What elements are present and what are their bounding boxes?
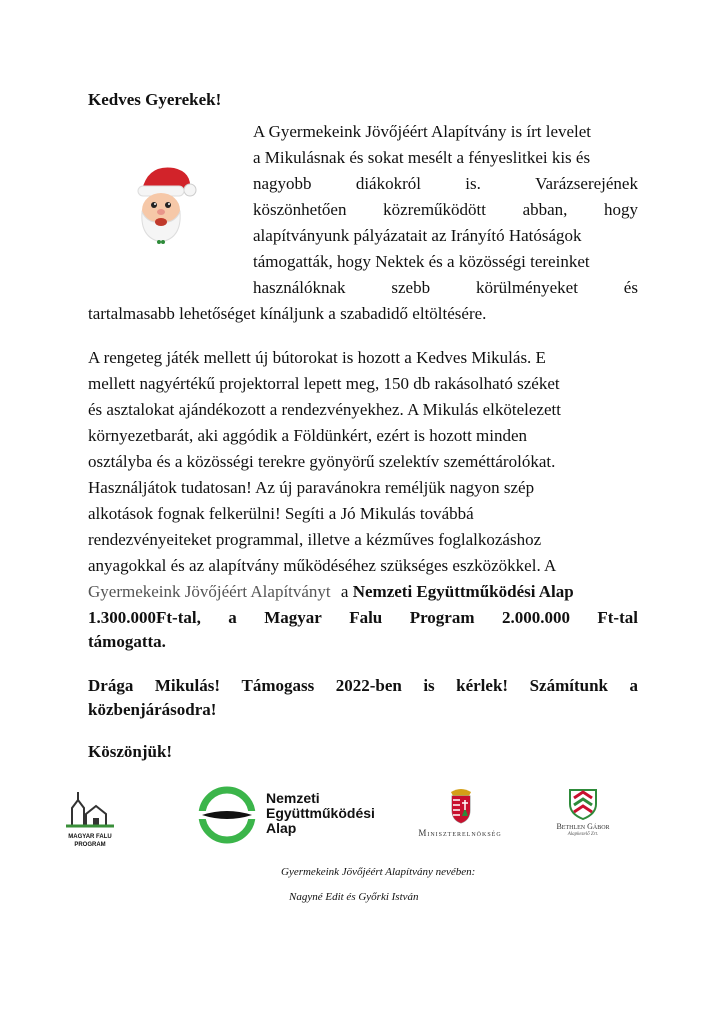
nea-text <box>266 791 375 836</box>
intro-line: alapítványunk pályázatait az Irányító Hatóságok <box>253 226 582 245</box>
ministry-text: Miniszterelnökség <box>418 828 502 838</box>
nea-logo <box>196 785 396 845</box>
body-line: és asztalokat ajándékozott a rendezvényekhez. A Mikulás elkötelezett <box>88 400 561 419</box>
intro-line: használóknak szebb körülményeket és <box>253 278 638 297</box>
body-line: anyagokkal és az alapítvány működéséhez szükséges eszközökkel. A <box>88 556 557 575</box>
funding-end: támogatta. <box>88 632 166 651</box>
nea-ring-icon <box>196 785 258 845</box>
bethlen-text-1: Bethlen Gábor <box>556 822 610 831</box>
shield-icon <box>568 786 598 820</box>
intro-line: köszönhetően közreműködött abban, hogy <box>253 200 638 219</box>
plea-line: Drága Mikulás! Támogass 2022-ben is kérlek! Számítunk a <box>88 676 638 695</box>
body-line: Használjátok tudatosan! Az új paravánokra reméljük nagyon szép <box>88 478 535 497</box>
body-line: A rengeteg játék mellett új bútorokat is hozott a Kedves Mikulás. E <box>88 348 546 367</box>
intro-line: A Gyermekeink Jövőjéért Alapítvány is írt levelet <box>253 122 592 141</box>
bethlen-text-2: Alapkezelő Zrt. <box>567 832 599 837</box>
signature-names: Nagyné Edit és Győrki István <box>289 891 419 903</box>
nea-line: Nemzeti <box>266 790 320 806</box>
funding-amounts: 1.300.000Ft-tal, a Magyar Falu Program 2.000.000 Ft-tal <box>88 608 638 627</box>
thanks: Köszönjük! <box>88 742 173 761</box>
plea-line-2: közbenjárásodra! <box>88 700 217 719</box>
body-word: a <box>340 582 349 601</box>
nea-line: Együttműködési <box>266 805 375 821</box>
village-icon <box>64 790 116 828</box>
intro-line: a Mikulásnak és sokat mesélt a fényeslitkei kis és <box>253 148 591 167</box>
body-line: környezetbarát, aki aggódik a Földünkért, ezért is hozott minden <box>88 426 528 445</box>
mfp-line: PROGRAM <box>74 842 106 848</box>
signature-line-1: Gyermekeink Jövőjéért Alapítvány nevében: <box>281 866 476 878</box>
nea-funding: Nemzeti Együttműködési Alap <box>352 582 574 601</box>
intro-line: támogatták, hogy Nektek és a közösségi tereinket <box>253 252 590 271</box>
body-line-funding <box>88 582 638 602</box>
santa-image <box>128 160 198 245</box>
foundation-name: Gyermekeink Jövőjéért Alapítványt <box>88 582 331 601</box>
bethlen-gabor-logo <box>548 786 618 846</box>
miniszterelnokseg-logo <box>405 786 515 846</box>
body-line: alkotások fognak felkerülni! Segíti a Jó Mikulás továbbá <box>88 504 474 523</box>
intro-line: nagyobb diákokról is. Varázserejének <box>253 174 638 193</box>
coat-of-arms-icon <box>447 786 475 824</box>
body-line: rendezvényeiteket programmal, illetve a kézműves foglalkozáshoz <box>88 530 542 549</box>
intro-last-line: tartalmasabb lehetőséget kínáljunk a szabadidő eltöltésére. <box>88 304 487 323</box>
body-line: osztályba és a közösségi terekre gyönyörű szelektív szeméttárolókat. <box>88 452 556 471</box>
body-line: mellett nagyértékű projektorral lepett meg, 150 db rakásolható széket <box>88 374 560 393</box>
nea-line: Alap <box>266 820 297 836</box>
mfp-text <box>64 833 116 849</box>
mfp-line: MAGYAR FALU <box>68 834 112 840</box>
magyar-falu-program-logo <box>64 790 116 850</box>
greeting: Kedves Gyerekek! <box>88 90 222 109</box>
